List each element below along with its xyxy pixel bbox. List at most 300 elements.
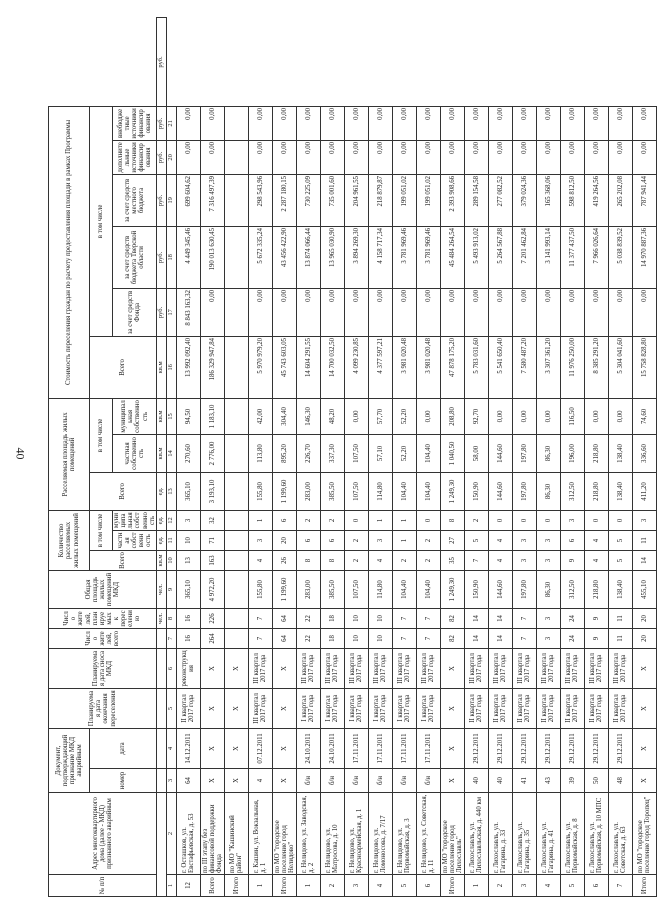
- table-cell: 14: [464, 628, 488, 648]
- table-cell: 64: [272, 628, 296, 648]
- table-cell: 4: [536, 875, 560, 897]
- table-cell: 5 264 567,88: [488, 226, 512, 288]
- table-cell: Х: [632, 769, 656, 793]
- column-number-cell: 13: [166, 472, 176, 510]
- table-cell: 0,00: [632, 288, 656, 336]
- table-cell: 7: [512, 628, 536, 648]
- table-cell: 199 051,02: [392, 174, 416, 226]
- column-number-cell: 10: [166, 550, 176, 570]
- table-cell: 144,60: [488, 434, 512, 472]
- table-cell: б/н: [320, 769, 344, 793]
- table-cell: Х: [272, 769, 296, 793]
- table-cell: 10: [368, 608, 392, 628]
- table-cell: 4: [488, 530, 512, 550]
- table-cell: 6: [416, 875, 440, 897]
- table-cell: 18: [320, 608, 344, 628]
- table-cell: 2: [416, 550, 440, 570]
- table-cell: I квартал 2017 года: [416, 688, 440, 728]
- table-cell: 1 183,10: [200, 398, 224, 434]
- table-row: [200, 18, 224, 897]
- table-cell: 226,70: [296, 434, 320, 472]
- table-cell: 48: [608, 769, 632, 793]
- table-cell: 10: [368, 628, 392, 648]
- table-cell: 0,00: [176, 106, 200, 140]
- table-cell: 0,00: [416, 106, 440, 140]
- table-row: [584, 18, 608, 897]
- header-area-all: Всего: [90, 472, 157, 510]
- table-cell: 47 878 175,20: [440, 336, 464, 398]
- table-cell: II квартал 2017 года: [560, 688, 584, 728]
- table-cell: 264: [200, 628, 224, 648]
- header-address: Адрес многоквартирного дома (далее - МКД) признанного аварийным: [49, 793, 157, 875]
- table-cell: Х: [224, 648, 248, 688]
- header-residents-plan: Число жителей, планируемых к переселению: [49, 608, 157, 628]
- table-cell: 29.12.2011: [608, 728, 632, 768]
- table-cell: III квартал 2017 года: [248, 688, 272, 728]
- table-cell: 5: [392, 875, 416, 897]
- table-cell: 0,00: [632, 140, 656, 174]
- table-cell: 0,00: [320, 288, 344, 336]
- table-cell: 138,40: [608, 570, 632, 608]
- header-rooms-private: частная собственность: [113, 530, 157, 550]
- table-cell: 150,90: [464, 472, 488, 510]
- table-cell: [224, 530, 248, 550]
- unit-cell: [156, 769, 166, 793]
- table-cell: 3: [176, 510, 200, 530]
- table-cell: 155,80: [248, 570, 272, 608]
- table-cell: 29.12.2011: [488, 728, 512, 768]
- table-row: [368, 18, 392, 897]
- table-cell: [224, 608, 248, 628]
- table-cell: 3 193,10: [200, 472, 224, 510]
- column-number-cell: 5: [166, 688, 176, 728]
- table-row: [224, 18, 248, 897]
- table-cell: 7: [512, 608, 536, 628]
- table-cell: 385,50: [320, 570, 344, 608]
- table-cell: 7 316 497,39: [200, 174, 224, 226]
- table-cell: 1 249,30: [440, 570, 464, 608]
- table-cell: 312,50: [560, 570, 584, 608]
- table-cell: 2 287 180,15: [272, 174, 296, 226]
- table-cell: 13 874 066,44: [296, 226, 320, 288]
- header-rooms-municipal: муниципальная собственность: [113, 512, 156, 529]
- table-cell: 2: [320, 875, 344, 897]
- table-cell: 1 249,30: [440, 472, 464, 510]
- table-cell: 42,00: [248, 398, 272, 434]
- table-cell: 298 543,96: [248, 174, 272, 226]
- table-cell: III квартал 2017 года: [608, 648, 632, 688]
- table-cell: 2 776,00: [200, 434, 224, 472]
- unit-cell: [156, 688, 166, 728]
- table-cell: г. Лихославль, ул. Лихославльская, д. 440 км: [464, 793, 488, 875]
- rotated-table-wrapper: [48, 17, 652, 897]
- unit-cell: кв.м: [156, 434, 166, 472]
- unit-cell: [156, 793, 166, 897]
- table-cell: 0,00: [608, 398, 632, 434]
- table-cell: 0,00: [344, 288, 368, 336]
- table-cell: 10: [344, 608, 368, 628]
- table-cell: II квартал 2017 года: [512, 688, 536, 728]
- table-cell: 0,00: [344, 106, 368, 140]
- table-cell: 3: [344, 875, 368, 897]
- table-cell: 3: [512, 530, 536, 550]
- table-cell: 0,00: [512, 140, 536, 174]
- table-cell: 0,00: [536, 288, 560, 336]
- table-cell: 22: [296, 628, 320, 648]
- table-cell: 104,40: [416, 570, 440, 608]
- table-cell: 0,00: [536, 140, 560, 174]
- unit-cell: руб.: [156, 18, 166, 107]
- table-row: [320, 18, 344, 897]
- table-cell: 13 992 092,40: [176, 336, 200, 398]
- table-cell: б/н: [392, 769, 416, 793]
- unit-cell: [156, 628, 166, 648]
- table-cell: 52,20: [392, 434, 416, 472]
- table-cell: 0,00: [416, 288, 440, 336]
- table-cell: 3 141 993,14: [536, 226, 560, 288]
- unit-cell: руб.: [156, 226, 166, 288]
- table-cell: [224, 140, 248, 174]
- table-cell: 20: [632, 628, 656, 648]
- table-cell: по МО "городское поселение город Лихославль": [440, 793, 464, 875]
- table-cell: 3: [536, 530, 560, 550]
- table-cell: 7 580 487,20: [512, 336, 536, 398]
- table-cell: 41: [512, 769, 536, 793]
- table-cell: 8: [320, 550, 344, 570]
- table-cell: 0,00: [488, 288, 512, 336]
- unit-cell: [156, 728, 166, 768]
- resettlement-table: [48, 17, 657, 897]
- table-cell: 0,00: [368, 140, 392, 174]
- table-cell: реконструкция: [176, 648, 200, 688]
- table-cell: 0: [416, 510, 440, 530]
- table-cell: 0,00: [392, 106, 416, 140]
- table-cell: Итого: [272, 875, 296, 897]
- table-cell: 218,80: [584, 472, 608, 510]
- table-cell: 0,00: [560, 140, 584, 174]
- table-cell: 26: [272, 550, 296, 570]
- table-cell: г. Нелидово, ул. Заводская, д. 2: [296, 793, 320, 875]
- table-cell: 277 082,52: [488, 174, 512, 226]
- table-cell: 146,30: [296, 398, 320, 434]
- table-cell: 14 700 032,50: [320, 336, 344, 398]
- table-cell: III квартал 2017 года: [488, 648, 512, 688]
- table-cell: 16: [176, 628, 200, 648]
- table-cell: 4: [368, 550, 392, 570]
- table-cell: 35: [440, 550, 464, 570]
- table-row: [296, 18, 320, 897]
- header-doc-num: номер: [90, 769, 157, 793]
- column-number-cell: 6: [166, 648, 176, 688]
- table-cell: г. Нелидово, ул. Красноармейская, д. 1: [344, 793, 368, 875]
- table-cell: 735 001,60: [320, 174, 344, 226]
- table-cell: 0,00: [488, 398, 512, 434]
- table-cell: 283,00: [296, 472, 320, 510]
- unit-cell: ед.: [156, 510, 166, 530]
- table-cell: 0,00: [488, 140, 512, 174]
- table-cell: 1: [392, 510, 416, 530]
- unit-cell: [156, 648, 166, 688]
- table-cell: 190 013 630,45: [200, 226, 224, 288]
- table-cell: 5 493 913,02: [464, 226, 488, 288]
- table-cell: 16: [176, 608, 200, 628]
- table-cell: 218 879,87: [368, 174, 392, 226]
- table-cell: 24: [560, 628, 584, 648]
- table-cell: г. Осташков, ул. Евстафьевская, д. 53: [176, 793, 200, 875]
- column-number-cell: 8: [166, 608, 176, 628]
- table-cell: б/н: [416, 769, 440, 793]
- table-cell: 0,00: [584, 140, 608, 174]
- table-cell: г. Нелидово, ул. Матросова, д. 10: [320, 793, 344, 875]
- table-cell: [224, 288, 248, 336]
- table-cell: II квартал 2017 года: [536, 688, 560, 728]
- table-cell: 45 484 264,54: [440, 226, 464, 288]
- header-doc: Документ, подтверждающий признание МКД аварийным: [49, 728, 90, 792]
- table-cell: [224, 226, 248, 288]
- table-cell: 0,00: [296, 106, 320, 140]
- table-cell: III квартал 2017 года: [344, 648, 368, 688]
- table-cell: 10: [344, 628, 368, 648]
- table-cell: 0,00: [440, 140, 464, 174]
- table-cell: 1: [248, 510, 272, 530]
- table-cell: 14: [464, 608, 488, 628]
- table-cell: 155,80: [248, 472, 272, 510]
- table-cell: 64: [272, 608, 296, 628]
- table-cell: Х: [224, 769, 248, 793]
- column-number-cell: 7: [166, 628, 176, 648]
- table-cell: Х: [632, 688, 656, 728]
- table-cell: 11: [608, 608, 632, 628]
- table-row: [608, 18, 632, 897]
- table-cell: 43 456 422,90: [272, 226, 296, 288]
- table-cell: 1: [368, 510, 392, 530]
- table-cell: 71: [200, 530, 224, 550]
- table-cell: г. Лихославль, ул. Гагарина, д. 33: [488, 793, 512, 875]
- table-cell: 3 981 020,48: [392, 336, 416, 398]
- table-cell: 11 976 250,00: [560, 336, 584, 398]
- table-cell: I квартал 2017 года: [368, 688, 392, 728]
- table-body: [176, 18, 656, 897]
- table-cell: 411,20: [632, 472, 656, 510]
- table-cell: II квартал 2017 года: [488, 688, 512, 728]
- table-cell: 0: [488, 510, 512, 530]
- table-cell: 24.10.2011: [320, 728, 344, 768]
- table-cell: 0,00: [464, 288, 488, 336]
- header-extra: дополнительные источники финансирования: [113, 140, 157, 174]
- unit-cell: ед.: [156, 530, 166, 550]
- table-cell: 0,00: [632, 106, 656, 140]
- unit-cell: руб.: [156, 140, 166, 174]
- table-cell: 29.12.2011: [584, 728, 608, 768]
- table-cell: 0,00: [200, 140, 224, 174]
- table-cell: 4: [584, 550, 608, 570]
- table-cell: 2: [344, 530, 368, 550]
- table-cell: б/н: [344, 769, 368, 793]
- table-cell: [224, 174, 248, 226]
- table-cell: 86,30: [536, 472, 560, 510]
- table-cell: 15 758 828,80: [632, 336, 656, 398]
- table-row: [560, 18, 584, 897]
- table-cell: 7: [416, 608, 440, 628]
- table-cell: 0,00: [512, 288, 536, 336]
- column-number-cell: 11: [166, 530, 176, 550]
- table-cell: 5: [608, 550, 632, 570]
- column-number-cell: 4: [166, 728, 176, 768]
- table-cell: г. Нелидово, ул. Советская, д. 11: [416, 793, 440, 875]
- table-cell: 226: [200, 608, 224, 628]
- table-cell: 0,00: [368, 288, 392, 336]
- table-cell: 0,00: [488, 106, 512, 140]
- table-cell: 57,70: [368, 398, 392, 434]
- table-cell: 365,10: [176, 570, 200, 608]
- table-cell: 165 368,06: [536, 174, 560, 226]
- table-cell: Х: [224, 728, 248, 768]
- table-cell: III квартал 2017 года: [560, 648, 584, 688]
- table-row: [176, 18, 200, 897]
- table-cell: 312,50: [560, 472, 584, 510]
- table-cell: I квартал 2017 года: [392, 688, 416, 728]
- unit-cell: кв.м: [156, 336, 166, 398]
- table-cell: III квартал 2017 года: [296, 648, 320, 688]
- table-cell: Х: [440, 769, 464, 793]
- table-cell: 0: [344, 510, 368, 530]
- table-cell: 0,00: [320, 106, 344, 140]
- units-row: [156, 18, 166, 897]
- column-number-cell: 20: [166, 140, 176, 174]
- table-cell: 0: [512, 510, 536, 530]
- table-cell: Х: [440, 688, 464, 728]
- header-area-private: частная собственность: [113, 434, 157, 472]
- table-cell: 24.10.2011: [296, 728, 320, 768]
- table-cell: г. Лихославль, ул. Гагарина, д. 41: [536, 793, 560, 875]
- table-cell: 0,00: [416, 398, 440, 434]
- table-cell: 0,00: [440, 106, 464, 140]
- table-cell: 0,00: [392, 288, 416, 336]
- header-cost-total: Всего: [90, 336, 157, 398]
- table-cell: Итого: [440, 875, 464, 897]
- table-cell: 0,00: [584, 106, 608, 140]
- table-cell: 0,00: [584, 398, 608, 434]
- unit-cell: кв.м: [156, 550, 166, 570]
- table-cell: [224, 106, 248, 140]
- table-cell: 45 743 603,05: [272, 336, 296, 398]
- table-cell: 787 941,44: [632, 174, 656, 226]
- table-row: [632, 18, 656, 897]
- table-cell: III квартал 2017 года: [416, 648, 440, 688]
- table-cell: [224, 336, 248, 398]
- table-cell: 3 781 969,46: [392, 226, 416, 288]
- table-cell: 3: [560, 510, 584, 530]
- table-cell: 9: [560, 550, 584, 570]
- table-cell: Х: [272, 688, 296, 728]
- table-cell: 0,00: [512, 398, 536, 434]
- table-cell: 2: [320, 510, 344, 530]
- table-cell: [224, 434, 248, 472]
- table-cell: 7: [464, 550, 488, 570]
- table-cell: 11: [632, 530, 656, 550]
- table-cell: 18: [320, 628, 344, 648]
- table-cell: I квартал 2017 года: [320, 688, 344, 728]
- table-cell: 86,30: [536, 570, 560, 608]
- table-cell: II квартал 2017 года: [584, 688, 608, 728]
- table-cell: [224, 570, 248, 608]
- table-cell: 3: [536, 550, 560, 570]
- table-cell: 40: [488, 769, 512, 793]
- table-cell: 0,00: [272, 288, 296, 336]
- table-cell: 1 040,50: [440, 434, 464, 472]
- header-plan-demo: Планируемая дата сноса МКД: [49, 648, 157, 688]
- header-rooms-total: Всего: [90, 550, 157, 570]
- table-cell: III квартал 2017 года: [584, 648, 608, 688]
- table-cell: 699 604,62: [176, 174, 200, 226]
- table-cell: 104,40: [392, 472, 416, 510]
- column-number-cell: 3: [166, 769, 176, 793]
- unit-cell: руб.: [156, 106, 166, 140]
- table-cell: 104,40: [416, 434, 440, 472]
- table-cell: 0,00: [272, 106, 296, 140]
- table-cell: 1: [392, 530, 416, 550]
- table-cell: 1 199,60: [272, 570, 296, 608]
- column-number-cell: 19: [166, 174, 176, 226]
- table-cell: 29.12.2011: [464, 728, 488, 768]
- table-cell: II квартал 2017 года: [176, 688, 200, 728]
- table-cell: [224, 398, 248, 434]
- table-cell: Итого: [224, 875, 248, 897]
- table-cell: 2: [416, 530, 440, 550]
- column-number-cell: 9: [166, 570, 176, 608]
- table-cell: 13 965 030,90: [320, 226, 344, 288]
- unit-cell: ед.: [156, 472, 166, 510]
- table-cell: 14: [488, 628, 512, 648]
- table-cell: 199 051,02: [416, 174, 440, 226]
- table-cell: 204 961,55: [344, 174, 368, 226]
- table-cell: 29.12.2011: [536, 728, 560, 768]
- table-cell: 113,80: [248, 434, 272, 472]
- table-cell: 4 099 230,85: [344, 336, 368, 398]
- table-cell: 4: [584, 530, 608, 550]
- table-row: [512, 18, 536, 897]
- header-cost: Стоимость переселения граждан по расчету предоставления площади в рамках Программы: [49, 106, 90, 398]
- table-cell: г. Лихославль, ул. Гагарина, д. 35: [512, 793, 536, 875]
- table-cell: 337,30: [320, 434, 344, 472]
- table-cell: II квартал 2017 года: [464, 688, 488, 728]
- table-cell: 304,40: [272, 398, 296, 434]
- table-cell: 5 304 041,60: [608, 336, 632, 398]
- header-resettle-area: Расселяемая площадь жилых помещений: [49, 398, 90, 510]
- table-cell: Х: [272, 728, 296, 768]
- table-cell: 4: [248, 769, 272, 793]
- table-cell: 4 972,20: [200, 570, 224, 608]
- table-cell: 163: [200, 550, 224, 570]
- table-cell: 455,10: [632, 570, 656, 608]
- column-numbers-row: [166, 18, 176, 897]
- header-rooms: Количество расселяемых жилых помещений: [49, 510, 90, 570]
- table-cell: III квартал 2017 года: [368, 648, 392, 688]
- table-cell: Х: [272, 648, 296, 688]
- table-cell: 0,00: [200, 106, 224, 140]
- table-cell: 14: [488, 608, 512, 628]
- table-cell: 14 604 291,55: [296, 336, 320, 398]
- table-cell: 365,10: [176, 472, 200, 510]
- table-cell: 7 201 462,84: [512, 226, 536, 288]
- table-cell: 2: [344, 550, 368, 570]
- table-cell: 9: [584, 628, 608, 648]
- table-cell: 64: [176, 769, 200, 793]
- table-cell: 419 264,56: [584, 174, 608, 226]
- table-cell: 5: [560, 875, 584, 897]
- table-cell: 3: [512, 550, 536, 570]
- header-doc-date: дата: [90, 728, 157, 768]
